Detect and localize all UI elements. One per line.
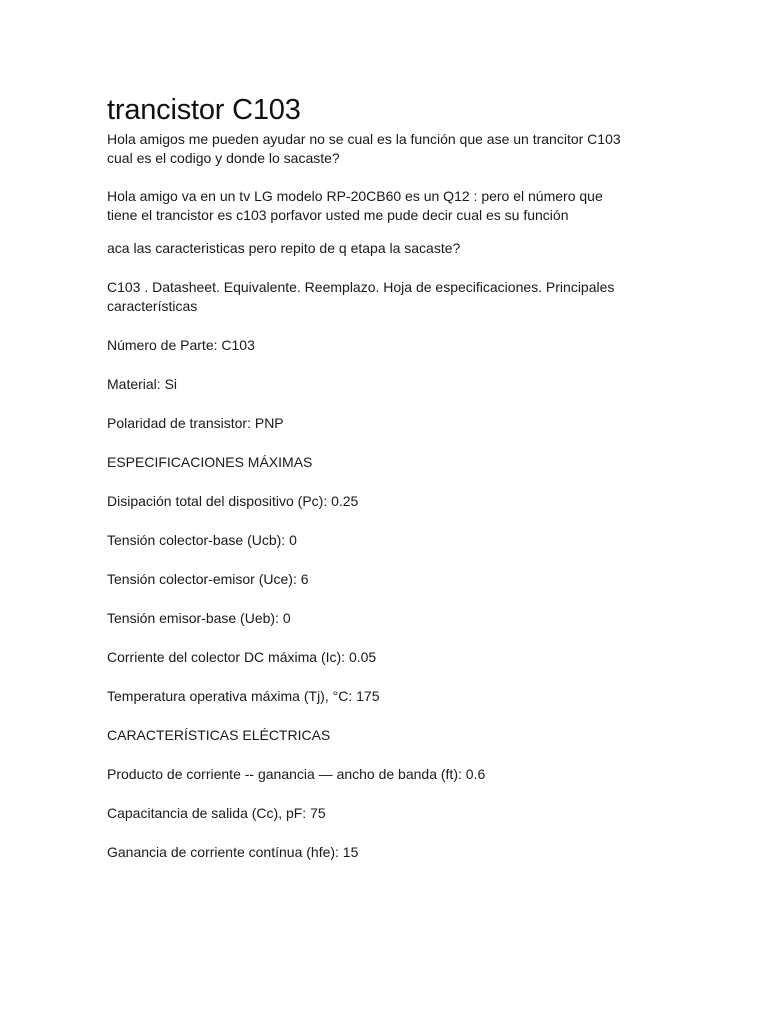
spec-max-temperature: Temperatura operativa máxima (Tj), °C: 175	[107, 688, 380, 704]
document-page	[107, 92, 667, 862]
reply-line-1: Hola amigo va en un tv LG modelo RP-20CB60 es un Q12 : pero el número que	[107, 188, 603, 204]
page-title: trancistor C103	[107, 94, 301, 126]
spec-transition-frequency: Producto de corriente -- ganancia — ancho de banda (ft): 0.6	[107, 766, 486, 782]
spec-collector-base-voltage: Tensión colector-base (Ucb): 0	[107, 532, 297, 548]
spec-output-capacitance: Capacitancia de salida (Cc), pF: 75	[107, 805, 326, 821]
followup-paragraph: aca las caracteristicas pero repito de q etapa la sacaste?	[107, 240, 461, 256]
spec-collector-current: Corriente del colector DC máxima (Ic): 0.05	[107, 649, 377, 665]
question-line-1: Hola amigos me pueden ayudar no se cual es la función que ase un trancitor C103	[107, 131, 621, 147]
section-heading-max-specs: ESPECIFICACIONES MÁXIMAS	[107, 454, 313, 470]
spec-emitter-base-voltage: Tensión emisor-base (Ueb): 0	[107, 610, 291, 626]
spec-material: Material: Si	[107, 376, 178, 392]
reply-paragraph	[107, 187, 667, 225]
spec-part-number: Número de Parte: C103	[107, 337, 255, 353]
spec-collector-emitter-voltage: Tensión colector-emisor (Uce): 6	[107, 571, 309, 587]
intro-paragraph	[107, 278, 667, 316]
spec-polarity: Polaridad de transistor: PNP	[107, 415, 284, 431]
spec-dc-current-gain: Ganancia de corriente contínua (hfe): 15	[107, 844, 359, 860]
spec-power-dissipation: Disipación total del dispositivo (Pc): 0.25	[107, 493, 359, 509]
intro-line-2: características	[107, 298, 198, 314]
reply-line-2: tiene el trancistor es c103 porfavor usted me pude decir cual es su función	[107, 207, 569, 223]
section-heading-electrical: CARACTERÍSTICAS ELÉCTRICAS	[107, 727, 331, 743]
question-line-2: cual es el codigo y donde lo sacaste?	[107, 150, 340, 166]
question-paragraph	[107, 130, 667, 168]
intro-line-1: C103 . Datasheet. Equivalente. Reemplazo. Hoja de especificaciones. Principales	[107, 279, 615, 295]
